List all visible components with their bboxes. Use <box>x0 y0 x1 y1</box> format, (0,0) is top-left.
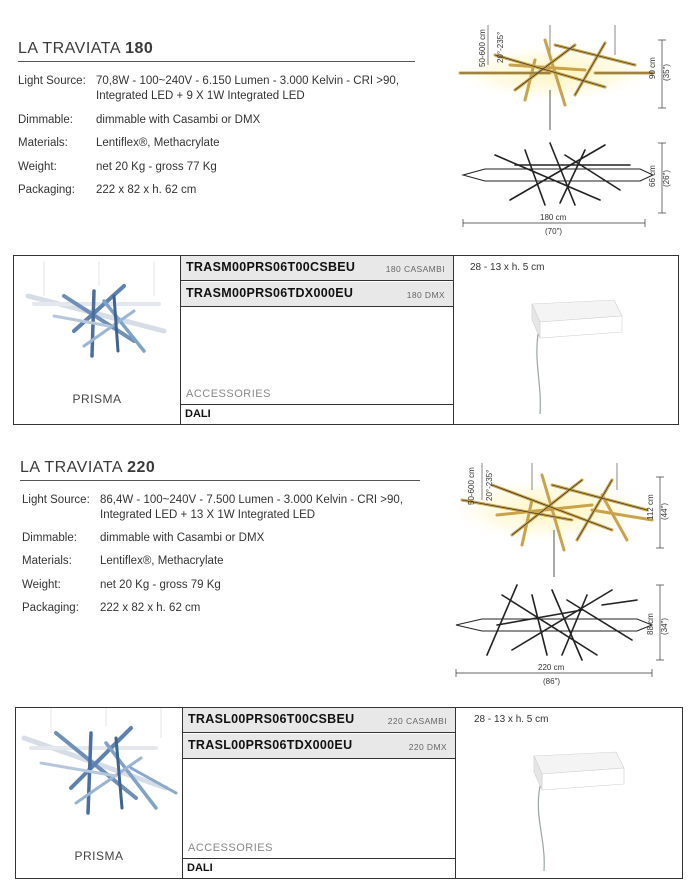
accessory-image-panel <box>455 708 683 878</box>
product-code: TRASL00PRS06T00CSBEU <box>188 712 355 726</box>
spec-label: Packaging: <box>18 184 75 196</box>
spec-value: Lentiflex®, Methacrylate <box>100 555 224 567</box>
product-code-tag: 220 DMX <box>408 742 447 752</box>
spec-value: Lentiflex®, Methacrylate <box>96 137 220 149</box>
accessory-image-panel <box>453 256 679 424</box>
spec-list <box>18 74 438 214</box>
height-top-inch: (34") <box>660 617 669 635</box>
product-image-label: PRISMA <box>72 392 122 406</box>
width-dim: 180 cm <box>540 213 567 222</box>
spec-label: Materials: <box>18 137 68 149</box>
spec-value: 222 x 82 x h. 62 cm <box>100 602 201 614</box>
accessory-row[interactable] <box>183 858 455 878</box>
product-table <box>13 255 679 425</box>
code-column <box>183 708 455 878</box>
spec-value: 222 x 82 x h. 62 cm <box>96 184 197 196</box>
dali-driver-image <box>456 726 684 876</box>
angle-dim: 20°-235° <box>485 469 494 501</box>
height-front-dim: 112 cm <box>646 494 655 520</box>
height-top-dim: 88 cm <box>646 613 655 635</box>
height-front-inch: (44") <box>660 502 669 520</box>
product-code-row[interactable] <box>183 734 455 759</box>
product-code-tag: 220 CASAMBI <box>387 716 447 726</box>
product-code-row[interactable] <box>181 282 453 307</box>
product-code-row[interactable] <box>183 708 455 733</box>
product-code: TRASM00PRS06T00CSBEU <box>186 260 356 274</box>
width-inch: (70") <box>545 227 563 236</box>
spec-label: Weight: <box>22 579 61 591</box>
product-code: TRASL00PRS06TDX000EU <box>188 738 353 752</box>
accessory-name: DALI <box>185 408 211 420</box>
product-image-label: PRISMA <box>74 849 124 863</box>
title-divider <box>18 61 415 62</box>
product-code: TRASM00PRS06TDX000EU <box>186 286 354 300</box>
width-inch: (86") <box>543 677 561 686</box>
product-title: LA TRAVIATA 180 <box>18 40 154 57</box>
product-table <box>15 707 683 879</box>
product-code-tag: 180 CASAMBI <box>385 264 445 274</box>
accessory-row[interactable] <box>181 404 453 424</box>
product-section-220 <box>0 430 700 896</box>
spec-value: dimmable with Casambi or DMX <box>96 114 261 126</box>
spec-label: Materials: <box>22 555 72 567</box>
product-photo <box>14 256 181 386</box>
spec-value: dimmable with Casambi or DMX <box>100 532 265 544</box>
spec-row-light-source <box>18 74 438 104</box>
width-dim: 220 cm <box>538 663 565 672</box>
accessory-name: DALI <box>187 862 213 874</box>
height-front-inch: (35") <box>662 63 671 81</box>
code-column <box>181 256 453 424</box>
accessories-label: ACCESSORIES <box>188 842 273 854</box>
product-image-panel <box>16 708 183 878</box>
technical-drawing <box>452 455 670 687</box>
product-code-row[interactable] <box>181 256 453 281</box>
height-top-inch: (26") <box>662 169 671 187</box>
spec-value: 70,8W - 100~240V - 6.150 Lumen - 3.000 Kelvin - CRI >90, Integrated LED + 9 X 1W Integrated LED <box>96 75 400 102</box>
accessories-label: ACCESSORIES <box>186 388 271 400</box>
title-divider <box>20 480 420 481</box>
accessory-dimensions: 28 - 13 x h. 5 cm <box>470 262 545 273</box>
accessory-dimensions: 28 - 13 x h. 5 cm <box>474 714 549 725</box>
spec-value: net 20 Kg - gross 77 Kg <box>96 161 217 173</box>
spec-list <box>22 493 442 633</box>
suspension-dim: 50-600 cm <box>467 467 476 505</box>
spec-label: Packaging: <box>22 602 79 614</box>
spec-label: Weight: <box>18 161 57 173</box>
suspension-dim: 50-600 cm <box>478 29 487 67</box>
height-front-dim: 90 cm <box>648 57 657 79</box>
spec-label: Dimmable: <box>18 114 73 126</box>
product-image-panel <box>14 256 181 424</box>
spec-value: net 20 Kg - gross 79 Kg <box>100 579 221 591</box>
product-photo <box>16 708 183 838</box>
technical-drawing <box>455 15 670 240</box>
spec-value: 86,4W - 100~240V - 7.500 Lumen - 3.000 Kelvin - CRI >90, Integrated LED + 13 X 1W Integrated LED <box>100 494 404 521</box>
dali-driver-image <box>454 274 680 424</box>
spec-label: Light Source: <box>22 494 90 506</box>
spec-row-light-source <box>22 493 442 523</box>
product-title: LA TRAVIATA 220 <box>20 459 156 476</box>
angle-dim: 20°-235° <box>496 31 505 63</box>
spec-label: Dimmable: <box>22 532 77 544</box>
product-section-180 <box>0 0 700 430</box>
spec-label: Light Source: <box>18 75 86 87</box>
height-top-dim: 66 cm <box>648 165 657 187</box>
product-code-tag: 180 DMX <box>406 290 445 300</box>
